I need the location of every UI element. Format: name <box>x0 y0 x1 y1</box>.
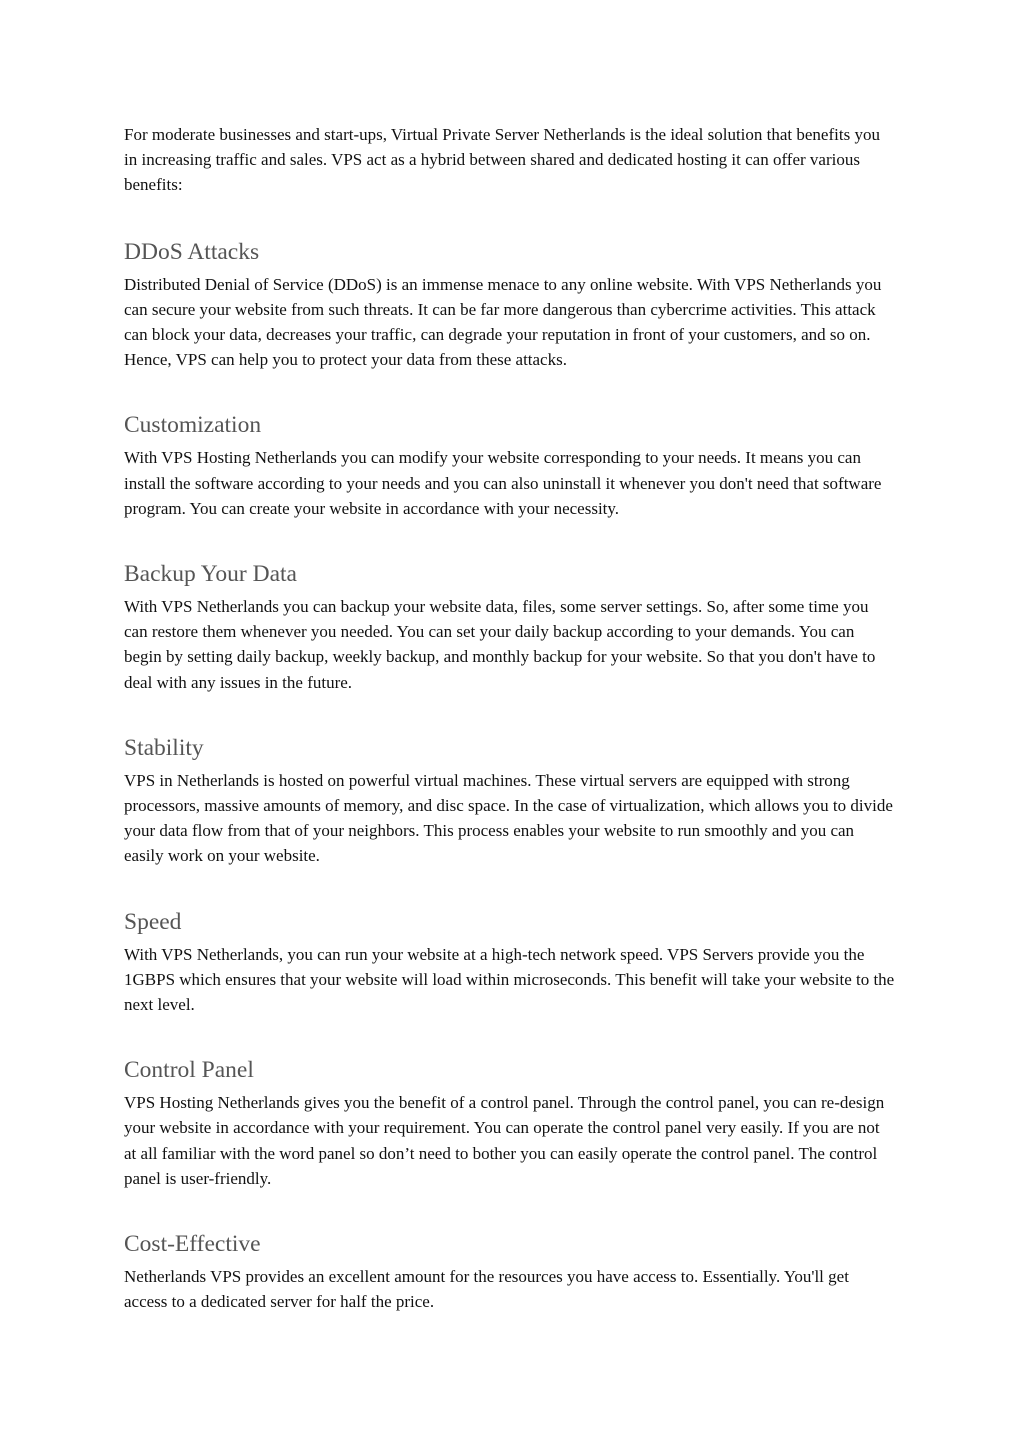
section-heading: Speed <box>124 908 182 935</box>
section-heading: Customization <box>124 412 262 439</box>
section-cost-effective <box>124 1230 896 1314</box>
section-body: VPS Hosting Netherlands gives you the benefit of a control panel. Through the control panel, you can re-design your website in accordance with your requirement. You can operate the control panel very easily. If you are not at all familiar with the word panel so don’t need to bother you can easily operate the control panel. The control panel is user-friendly. <box>124 1093 885 1188</box>
section-body: With VPS Netherlands, you can run your website at a high-tech network speed. VPS Servers provide you the 1GBPS which ensures that your website will load within microseconds. This benefit will take your website to the next level. <box>124 944 895 1015</box>
section-heading: Backup Your Data <box>124 561 297 588</box>
section-backup-your-data <box>124 560 896 695</box>
section-body: With VPS Hosting Netherlands you can modify your website corresponding to your needs. It means you can install the software according to your needs and you can also uninstall it whenever you don't need that software program. You can create your website in accordance with your necessity. <box>124 448 882 518</box>
section-heading: Control Panel <box>124 1057 254 1084</box>
section-ddos-attacks <box>124 238 896 373</box>
document-page <box>124 122 896 1353</box>
section-customization <box>124 411 896 521</box>
section-body: VPS in Netherlands is hosted on powerful virtual machines. These virtual servers are equipped with strong processors, massive amounts of memory, and disc space. In the case of virtualization, which allows you to divide your data flow from that of your neighbors. This process enables your website to run smoothly and you can easily work on your website. <box>124 770 893 866</box>
section-body: Distributed Denial of Service (DDoS) is an immense menace to any online website. With VPS Netherlands you can secure your website from such threats. It can be far more dangerous than cybercrime activities. This attack can block your data, decreases your traffic, can degrade your reputation in front of your customers, and so on. Hence, VPS can help you to protect your data from these attacks. <box>124 274 882 370</box>
section-control-panel <box>124 1056 896 1191</box>
section-heading: DDoS Attacks <box>124 238 260 265</box>
section-body: Netherlands VPS provides an excellent amount for the resources you have access to. Essentially. You'll get access to a dedicated server for half the price. <box>124 1267 849 1312</box>
intro-paragraph: For moderate businesses and start-ups, Virtual Private Server Netherlands is the ideal solution that benefits you in increasing traffic and sales. VPS act as a hybrid between shared and dedicated hosting it can offer various benefits: <box>124 125 880 195</box>
section-heading: Stability <box>124 734 204 761</box>
section-stability <box>124 734 896 869</box>
section-body: With VPS Netherlands you can backup your website data, files, some server settings. So, after some time you can restore them whenever you needed. You can set your daily backup according to your demands. You can begin by setting daily backup, weekly backup, and monthly backup for your website. So that you don't have to deal with any issues in the future. <box>124 597 876 692</box>
section-speed <box>124 908 896 1018</box>
section-heading: Cost-Effective <box>124 1231 261 1258</box>
